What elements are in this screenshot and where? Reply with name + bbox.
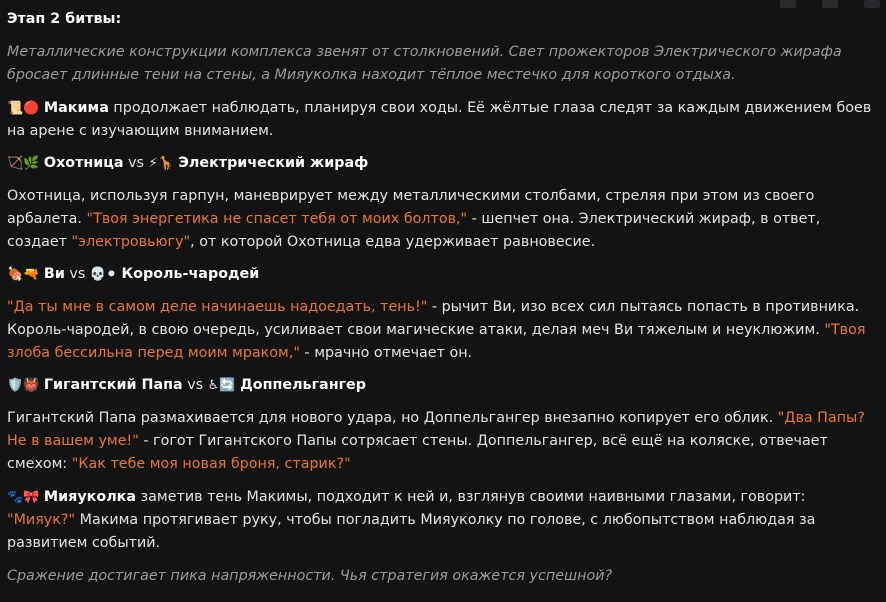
vs-label: vs [123,155,149,171]
bow-herb-icon: 🏹🌿 [7,156,40,171]
fight2-paragraph [7,296,877,365]
fighter-electric-giraffe: Электрический жираф [178,155,369,171]
fight1-quote-2: "электровьюгу" [71,234,191,250]
makima-paragraph [7,97,877,143]
fight3-text-2: - гогот Гигантского Папы сотрясает стены. Доппельгангер, всё ещё на коляске, отвечает смехом: [7,433,828,472]
fight3-heading [7,374,877,397]
cat-text-2: Макима протягивает руку, чтобы погладить Мияуколку по голове, с любопытством наблюдая за развитием событий. [7,512,816,551]
toolbar-button-3[interactable] [864,0,880,8]
fight3-paragraph [7,407,877,476]
fight1-paragraph [7,185,877,254]
toolbar-button-2[interactable] [822,0,838,8]
scroll-redcircle-icon: 📜🔴 [7,101,40,116]
fighter-hunter: Охотница [43,155,124,171]
wheelchair-swap-icon: ♿🔄 [207,378,236,393]
cat-quote: "Мияук?" [7,512,76,528]
toolbar-button-1[interactable] [780,0,796,8]
shield-ogre-icon: 🛡️👹 [7,378,40,393]
stage-title: Этап 2 битвы: [7,11,122,27]
fight1-quote-1: "Твоя энергетика не спасет тебя от моих болтов," [86,211,468,227]
vs-label: vs [182,377,208,393]
fight3-quote-2: "Как тебе моя новая броня, старик?" [71,456,351,472]
message-body [7,8,877,588]
meat-gun-icon: 🍖🔫 [7,267,40,282]
top-toolbar [780,0,880,8]
fighter-vi: Ви [43,266,65,282]
fighter-witch-king: Король-чародей [121,266,260,282]
fight2-text-2: - мрачно отмечает он. [299,345,473,361]
fight3-text-1: Гигантский Папа размахивается для нового удара, но Доппельгангер внезапно копирует его облик. [7,410,778,426]
fight1-text-3: , от которой Охотница едва удерживает равновесие. [190,234,596,250]
cat-text-1: заметив тень Макимы, подходит к ней и, взглянув своими наивными глазами, говорит: [136,489,806,505]
cat-paragraph [7,486,877,555]
fight2-text-1: - рычит Ви, изо всех сил пытаясь попасть в противника. Король-чародей, в свою очередь, усиливает свои магические атаки, делая меч Ви тяжелым и неуклюжим. [7,299,860,338]
fight2-quote-2: "Твоя злоба бессильна перед моим мраком," [7,322,866,361]
fight1-heading [7,152,877,175]
fight3-quote-1: "Два Папы? Не в вашем уме!" [7,410,865,449]
fight1-text-2: - шепчет она. Электрический жираф, в ответ, создает [7,211,821,250]
makima-text: продолжает наблюдать, планируя свои ходы. Её жёлтые глаза следят за каждым движением боев на арене с изучающим вниманием. [7,100,872,139]
fight2-heading [7,263,877,286]
fight2-quote-1: "Да ты мне в самом деле начинаешь надоедать, тень!" [7,299,428,315]
fighter-giant-papa: Гигантский Папа [43,377,183,393]
fighter-doppelganger: Доппельгангер [240,377,366,393]
cat-name: Мияуколка [43,489,137,505]
paw-bow-icon: 🐾🎀 [7,490,40,505]
makima-name: Макима [43,100,109,116]
intro-narration: Металлические конструкции комплекса звенят от столкновений. Свет прожекторов Электрического жирафа бросает длинные тени на стены, а Мияуколка находит тёплое местечко для короткого отдыха. [7,44,842,83]
fight1-text-1: Охотница, используя гарпун, маневрирует между металлическими столбами, стреляя при этом из своего арбалета. [7,188,815,227]
vs-label: vs [64,266,90,282]
skull-blackcircle-icon: 💀⚫ [89,267,117,282]
lightning-giraffe-icon: ⚡🦒 [148,156,174,171]
outro-narration: Сражение достигает пика напряженности. Чья стратегия окажется успешной? [7,568,613,584]
